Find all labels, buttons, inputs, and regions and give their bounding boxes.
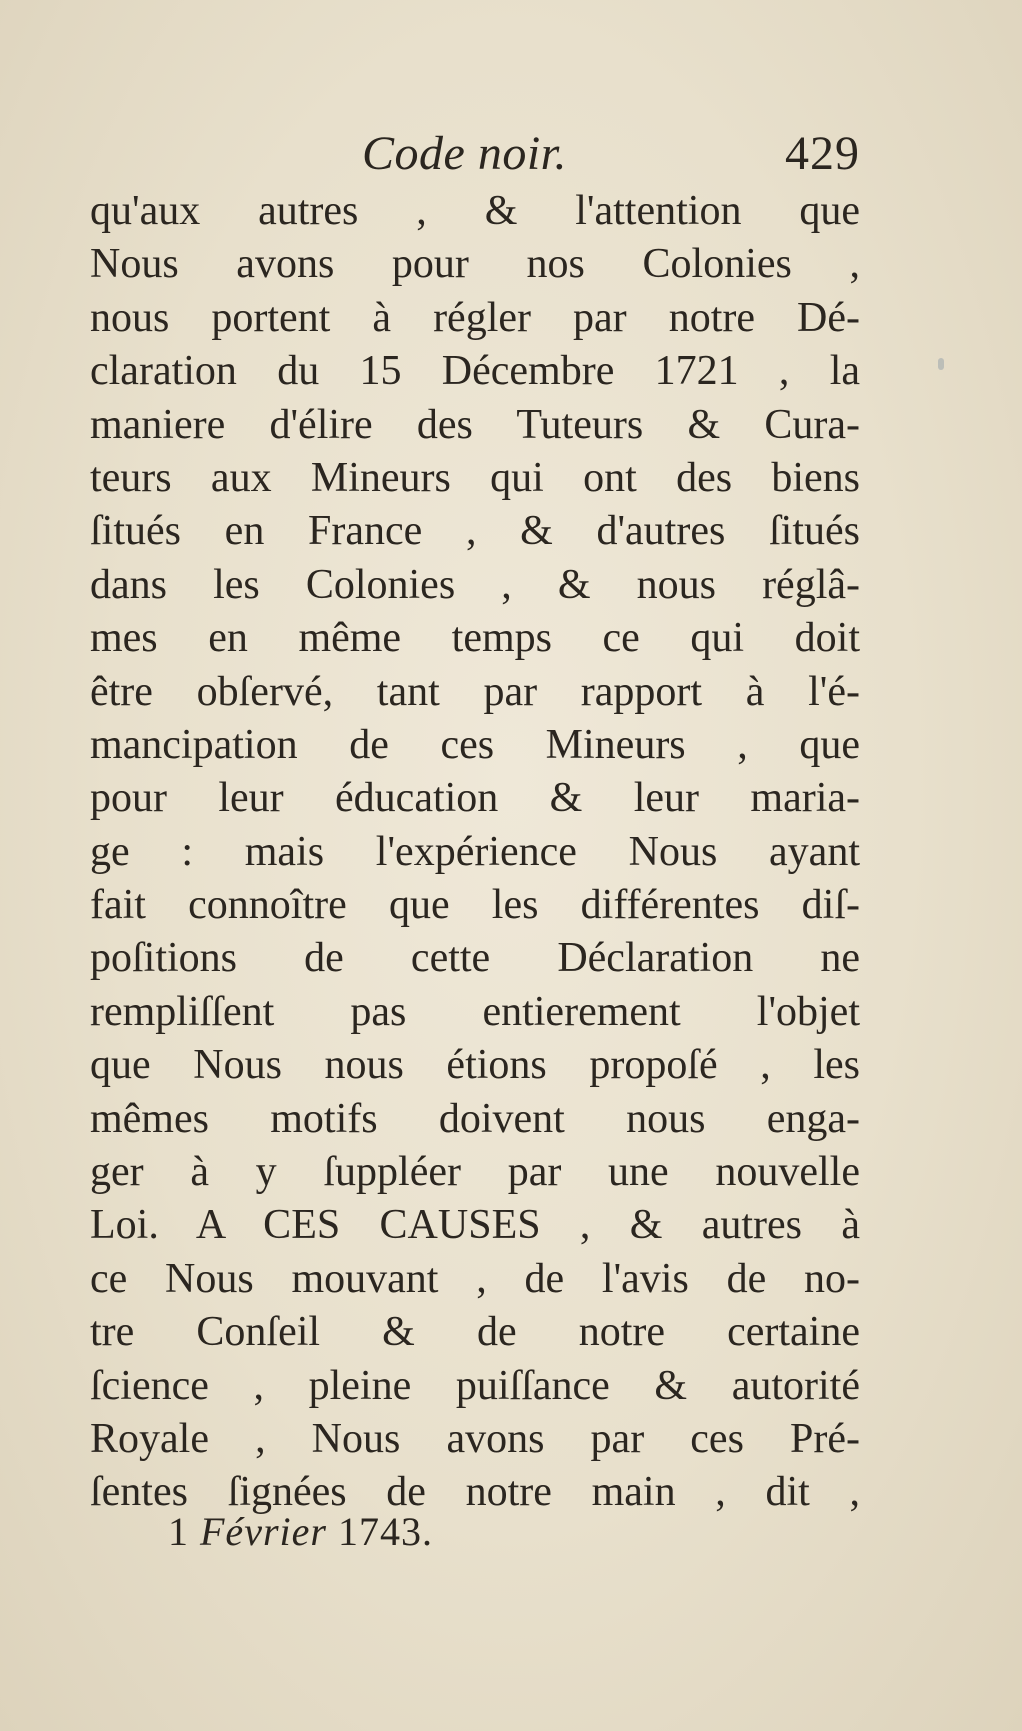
text-line: rempliſſent pas entierement l'objet bbox=[90, 988, 860, 1035]
text-line: fait connoître que les différentes diſ- bbox=[90, 882, 860, 929]
body-text bbox=[90, 185, 860, 1520]
text-line: Loi. A CES CAUSES , & autres à bbox=[90, 1202, 860, 1249]
text-line: poſitions de cette Déclaration ne bbox=[90, 935, 860, 982]
text-line: mancipation de ces Mineurs , que bbox=[90, 721, 860, 768]
text-line: teurs aux Mineurs qui ont des biens bbox=[90, 454, 860, 501]
text-line: être obſervé, tant par rapport à l'é- bbox=[90, 668, 860, 715]
text-line: ce Nous mouvant , de l'avis de no- bbox=[90, 1255, 860, 1302]
text-line: ger à y ſuppléer par une nouvelle bbox=[90, 1149, 860, 1196]
text-line: nous portent à régler par notre Dé- bbox=[90, 294, 860, 341]
text-line: ge : mais l'expérience Nous ayant bbox=[90, 828, 860, 875]
text-line: ſentes ſignées de notre main , dit , bbox=[90, 1469, 860, 1516]
text-line: ſitués en France , & d'autres ſitués bbox=[90, 508, 860, 555]
footnote-month: Février bbox=[200, 1509, 327, 1554]
footnote-day: 1 bbox=[168, 1509, 189, 1554]
text-line: tre Conſeil & de notre certaine bbox=[90, 1309, 860, 1356]
text-line: mêmes motifs doivent nous enga- bbox=[90, 1095, 860, 1142]
text-line: que Nous nous étions propoſé , les bbox=[90, 1042, 860, 1089]
text-line: mes en même temps ce qui doit bbox=[90, 615, 860, 662]
footnote-year: 1743. bbox=[337, 1509, 433, 1554]
text-line: qu'aux autres , & l'attention que bbox=[90, 188, 860, 234]
text-line: claration du 15 Décembre 1721 , la bbox=[90, 348, 860, 395]
page-header bbox=[90, 126, 860, 190]
footnote-date bbox=[168, 1508, 433, 1555]
text-line: pour leur éducation & leur maria- bbox=[90, 775, 860, 822]
text-line: Nous avons pour nos Colonies , bbox=[90, 241, 860, 288]
running-title: Code noir. bbox=[362, 127, 568, 180]
text-line: dans les Colonies , & nous réglâ- bbox=[90, 561, 860, 608]
text-line: ſcience , pleine puiſſance & autorité bbox=[90, 1362, 860, 1409]
text-line: maniere d'élire des Tuteurs & Cura- bbox=[90, 401, 860, 448]
paper-stain bbox=[938, 358, 944, 370]
text-line: Royale , Nous avons par ces Pré- bbox=[90, 1415, 860, 1462]
page-number: 429 bbox=[785, 127, 860, 180]
